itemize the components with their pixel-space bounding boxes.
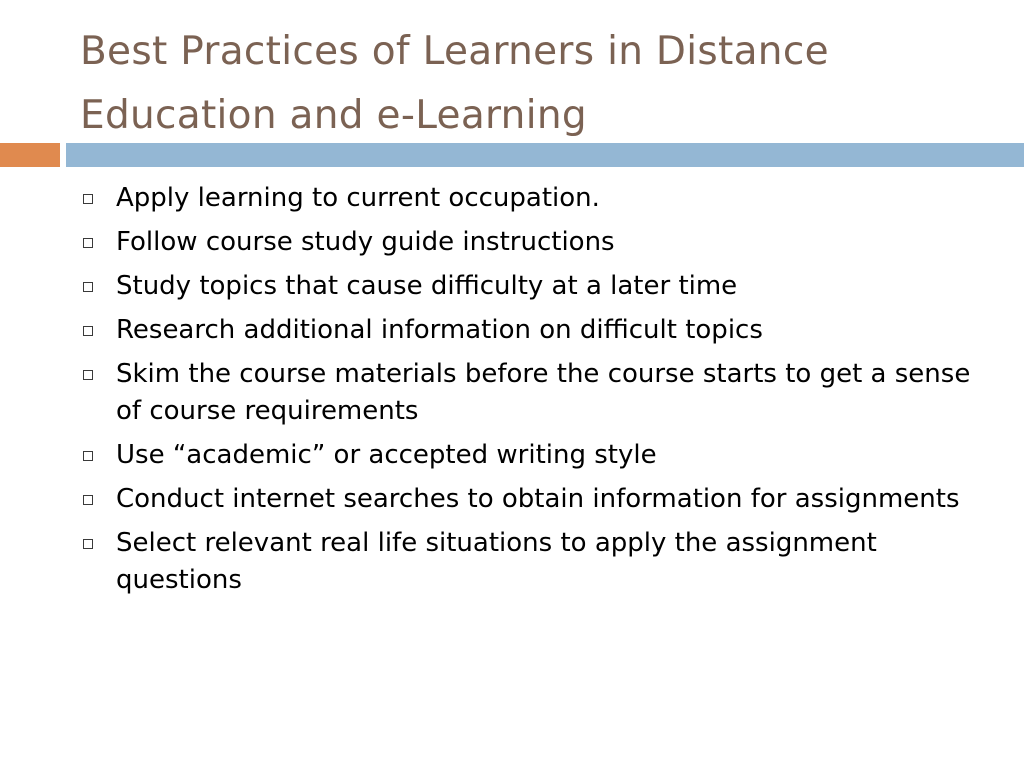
hollow-square-icon (83, 194, 93, 204)
title-underline-bar (66, 143, 1024, 167)
hollow-square-icon (83, 238, 93, 248)
hollow-square-icon (83, 539, 93, 549)
list-item (80, 356, 990, 430)
list-item (80, 437, 990, 474)
bullet-text: Apply learning to current occupation. (116, 183, 600, 213)
hollow-square-icon (83, 370, 93, 380)
list-item (80, 525, 990, 599)
list-item (80, 180, 990, 217)
bullet-list (80, 180, 990, 606)
bullet-text: Follow course study guide instructions (116, 227, 615, 257)
hollow-square-icon (83, 495, 93, 505)
list-item (80, 481, 990, 518)
bullet-text: Conduct internet searches to obtain information for assignments (116, 484, 960, 514)
bullet-text: Select relevant real life situations to apply the assignment questions (116, 528, 877, 595)
bullet-text: Research additional information on difficult topics (116, 315, 763, 345)
hollow-square-icon (83, 326, 93, 336)
bullet-text: Study topics that cause difficulty at a later time (116, 271, 738, 301)
list-item (80, 268, 990, 305)
hollow-square-icon (83, 282, 93, 292)
accent-bar (0, 143, 60, 167)
list-item (80, 224, 990, 261)
bullet-text: Use “academic” or accepted writing style (116, 440, 657, 470)
slide-title: Best Practices of Learners in Distance Education and e-Learning (80, 29, 829, 138)
list-item (80, 312, 990, 349)
hollow-square-icon (83, 451, 93, 461)
bullet-text: Skim the course materials before the course starts to get a sense of course requirements (116, 359, 971, 426)
